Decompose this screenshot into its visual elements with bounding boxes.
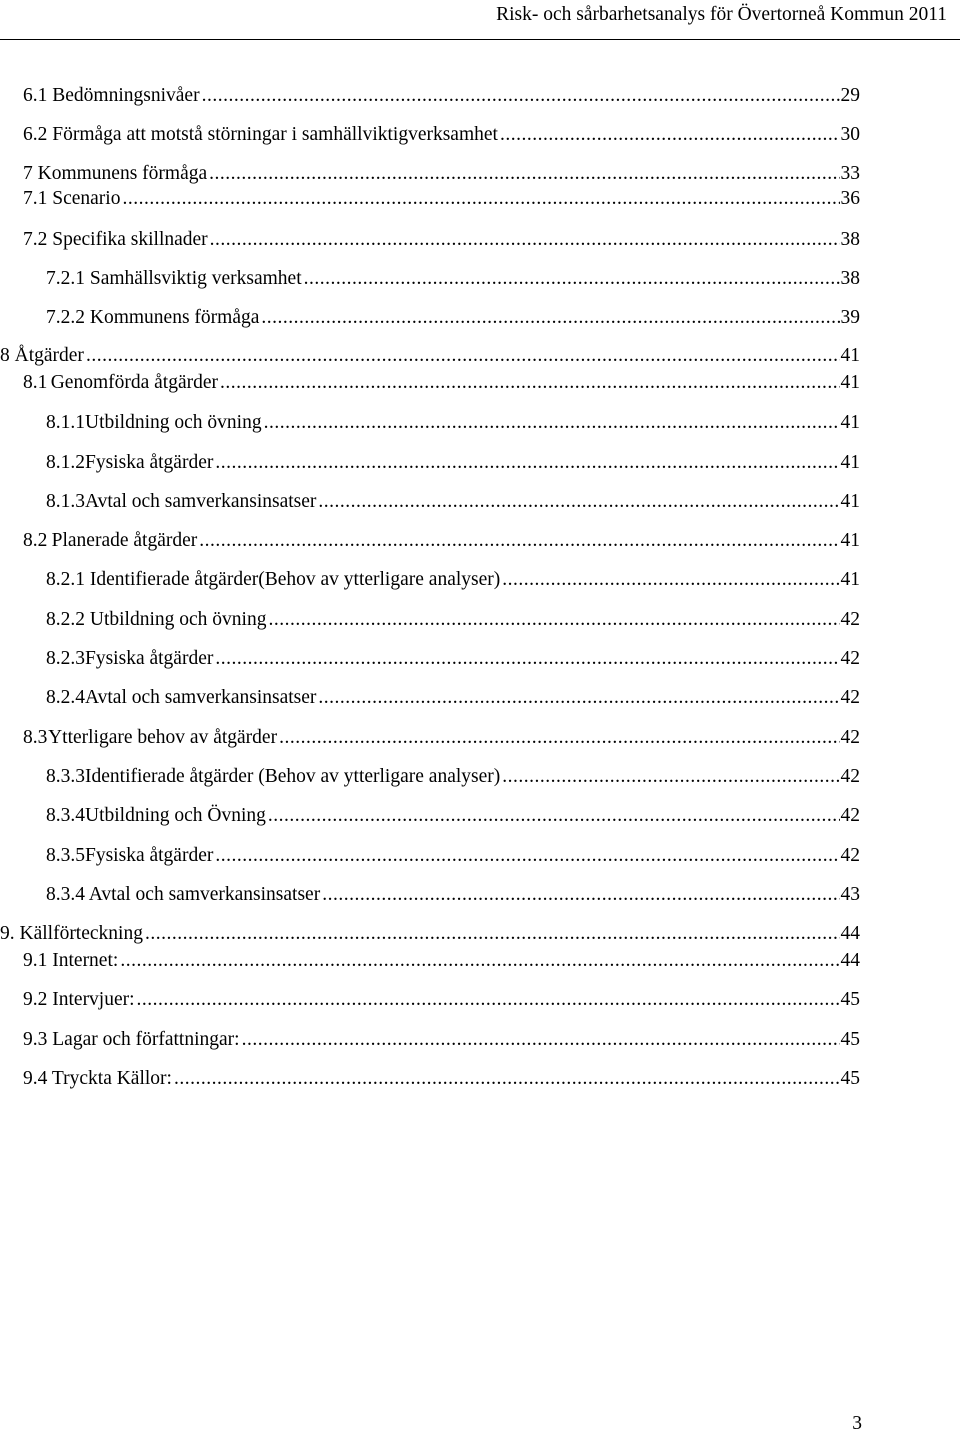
- toc-dot-leader: [242, 1028, 840, 1052]
- toc-dot-leader: [279, 726, 839, 750]
- toc-entry-number: 8.3.4: [46, 805, 85, 826]
- toc-entry[interactable]: [46, 568, 860, 592]
- toc-entry[interactable]: [23, 1028, 860, 1052]
- toc-dot-leader: [209, 162, 839, 186]
- toc-entry-title: 7 Kommunens förmåga: [23, 163, 208, 184]
- toc-dot-leader: [202, 84, 840, 108]
- toc-entry-title: 7.1 Scenario: [23, 188, 121, 209]
- toc-entry-page: 42: [840, 648, 860, 669]
- toc-entry-page: 39: [840, 307, 860, 328]
- toc-entry-title: 8.2.1 Identifierade åtgärder(Behov av ytterligare analyser): [46, 569, 501, 590]
- toc-entry[interactable]: [46, 647, 860, 671]
- toc-entry-page: 38: [840, 268, 860, 289]
- toc-dot-leader: [264, 411, 840, 435]
- toc-entry-title: 9.1 Internet:: [23, 950, 119, 971]
- toc-dot-leader: [210, 228, 840, 252]
- toc-dot-leader: [268, 804, 840, 828]
- toc-entry[interactable]: [23, 988, 860, 1012]
- toc-entry-title: Avtal och samverkansinsatser: [85, 491, 317, 512]
- toc-entry-number: 8.1.1: [46, 412, 85, 433]
- toc-entry-page: 42: [840, 609, 860, 630]
- toc-entry-page: 42: [840, 727, 860, 748]
- toc-entry[interactable]: [23, 162, 860, 186]
- toc-entry[interactable]: [0, 922, 860, 946]
- toc-entry-title: Planerade åtgärder: [51, 530, 198, 551]
- toc-entry[interactable]: [23, 726, 860, 750]
- toc-entry-page: 42: [840, 687, 860, 708]
- toc-entry-title: Fysiska åtgärder: [85, 452, 214, 473]
- toc-entry-number: 8.1.3: [46, 491, 85, 512]
- toc-entry[interactable]: [46, 804, 860, 828]
- toc-dot-leader: [120, 949, 839, 973]
- toc-dot-leader: [215, 451, 839, 475]
- toc-entry-page: 41: [840, 452, 860, 473]
- toc-dot-leader: [86, 344, 840, 368]
- toc-dot-leader: [137, 988, 840, 1012]
- toc-dot-leader: [220, 371, 840, 395]
- toc-entry-page: 29: [840, 85, 860, 106]
- toc-entry[interactable]: [0, 344, 860, 368]
- toc-entry-title: 8.2.2 Utbildning och övning: [46, 609, 267, 630]
- toc-entry[interactable]: [23, 949, 860, 973]
- toc-entry-page: 41: [840, 569, 860, 590]
- toc-entry-page: 36: [840, 188, 860, 209]
- toc-entry-number: 8.2.4: [46, 687, 85, 708]
- page-number: 3: [852, 1413, 862, 1434]
- toc-entry-title: 9. Källförteckning: [0, 923, 143, 944]
- toc-entry-page: 45: [840, 989, 860, 1010]
- toc-entry-title: Utbildning och Övning: [85, 805, 266, 826]
- toc-entry-page: 41: [840, 491, 860, 512]
- toc-entry-page: 42: [840, 845, 860, 866]
- toc-entry-page: 41: [840, 345, 860, 366]
- toc-entry[interactable]: [23, 84, 860, 108]
- toc-entry-title: 6.2 Förmåga att motstå störningar i samhällviktigverksamhet: [23, 124, 498, 145]
- toc-entry-page: 44: [840, 950, 860, 971]
- toc-dot-leader: [122, 187, 839, 211]
- toc-entry[interactable]: [23, 1067, 860, 1091]
- toc-entry-title: 7.2 Specifika skillnader: [23, 229, 208, 250]
- toc-entry-page: 42: [840, 766, 860, 787]
- toc-entry[interactable]: [46, 411, 860, 435]
- toc-entry-number: 8.2.3: [46, 648, 85, 669]
- toc-dot-leader: [174, 1067, 840, 1091]
- toc-entry-title: 7.2.2 Kommunens förmåga: [46, 307, 260, 328]
- toc-entry-page: 45: [840, 1029, 860, 1050]
- toc-entry[interactable]: [46, 765, 860, 789]
- toc-entry-title: 8 Åtgärder: [0, 345, 84, 366]
- toc-entry-title: Identifierade åtgärder (Behov av ytterligare analyser): [85, 766, 501, 787]
- toc-entry-number: 8.3: [23, 727, 48, 748]
- toc-entry[interactable]: [46, 306, 860, 330]
- toc-dot-leader: [502, 765, 839, 789]
- toc-entry-page: 45: [840, 1068, 860, 1089]
- toc-entry-page: 42: [840, 805, 860, 826]
- toc-dot-leader: [304, 267, 840, 291]
- toc-entry-number: 8.1.2: [46, 452, 85, 473]
- toc-dot-leader: [322, 883, 839, 907]
- toc-entry-page: 30: [840, 124, 860, 145]
- toc-entry-title: 6.1 Bedömningsnivåer: [23, 85, 200, 106]
- toc-entry[interactable]: [23, 371, 860, 395]
- toc-entry-number: 8.3.5: [46, 845, 85, 866]
- toc-entry[interactable]: [23, 228, 860, 252]
- toc-entry[interactable]: [23, 123, 860, 147]
- toc-entry-title: Fysiska åtgärder: [85, 648, 214, 669]
- toc-dot-leader: [318, 686, 839, 710]
- toc-entry-title: 7.2.1 Samhällsviktig verksamhet: [46, 268, 302, 289]
- toc-entry-number: 8.1: [23, 372, 48, 393]
- toc-dot-leader: [215, 844, 839, 868]
- toc-entry-title: 9.3 Lagar och författningar:: [23, 1029, 240, 1050]
- toc-entry-page: 41: [840, 412, 860, 433]
- toc-entry-title: Fysiska åtgärder: [85, 845, 214, 866]
- toc-entry-number: 8.3.3: [46, 766, 85, 787]
- toc-entry[interactable]: [46, 490, 860, 514]
- toc-dot-leader: [500, 123, 840, 147]
- toc-dot-leader: [502, 568, 839, 592]
- toc-entry-number: 8.2: [23, 530, 48, 551]
- toc-entry-page: 44: [840, 923, 860, 944]
- toc-entry[interactable]: [23, 187, 860, 211]
- toc-entry-title: 9.4 Tryckta Källor:: [23, 1068, 172, 1089]
- toc-entry[interactable]: [46, 267, 860, 291]
- toc-entry-page: 43: [840, 884, 860, 905]
- toc-entry-title: Avtal och samverkansinsatser: [85, 687, 317, 708]
- toc-dot-leader: [215, 647, 839, 671]
- toc-entry-page: 38: [840, 229, 860, 250]
- toc-entry[interactable]: [46, 686, 860, 710]
- toc-dot-leader: [145, 922, 840, 946]
- toc-entry-title: Genomförda åtgärder: [50, 372, 218, 393]
- toc-entry-page: 41: [840, 372, 860, 393]
- toc-dot-leader: [261, 306, 839, 330]
- toc-entry[interactable]: [46, 451, 860, 475]
- toc-entry-title: Ytterligare behov av åtgärder: [48, 727, 278, 748]
- toc-dot-leader: [268, 608, 839, 632]
- toc-dot-leader: [199, 529, 839, 553]
- toc-entry[interactable]: [23, 529, 860, 553]
- running-header: Risk- och sårbarhetsanalys för Övertorneå Kommun 2011: [496, 4, 947, 25]
- toc-entry-title: 8.3.4 Avtal och samverkansinsatser: [46, 884, 321, 905]
- toc-entry-title: Utbildning och övning: [85, 412, 262, 433]
- toc-entry-page: 33: [840, 163, 860, 184]
- toc-entry[interactable]: [46, 844, 860, 868]
- toc-entry[interactable]: [46, 608, 860, 632]
- toc-entry-page: 41: [840, 530, 860, 551]
- toc-dot-leader: [318, 490, 839, 514]
- toc-entry[interactable]: [46, 883, 860, 907]
- toc-entry-title: 9.2 Intervjuer:: [23, 989, 135, 1010]
